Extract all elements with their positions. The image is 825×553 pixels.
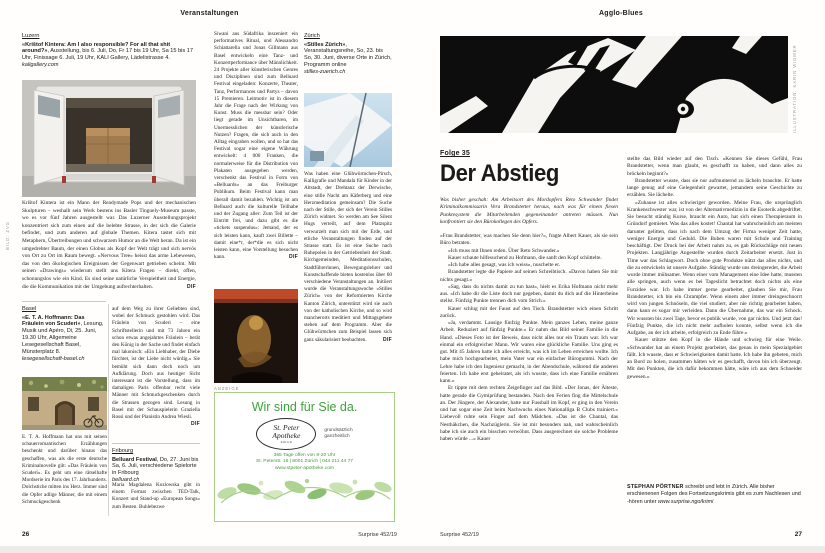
ad-contact-line: St. Peterstr. 16 | 8001 Zürich | 044 211 44 77 bbox=[255, 459, 354, 465]
event-title-meta bbox=[22, 42, 198, 63]
ad-botanical-illustration bbox=[215, 473, 392, 503]
ad-contact-line: www.stpeter-apotheke.com bbox=[275, 465, 334, 471]
body-text: Was haben eine Glühwürmchen-Pirsch, Kalligrafie und Mandala für Kinder in der Altstadt, der Drehtanz der Derwische, eine stille Nacht am Käferberg und eine Herzmeditation gemeinsam? Die Suche nach der Stille, der sich der Verein Stilles Zürich widmet. So werden am See Silent Hugs verteilt, auf dem Platzspitz verwurzelt man sich mit der Erde, und etliche Veranstaltungen finden auf der Strasse statt. Es ist eine Suche nach Ruhepolen in der Getriebenheit der Stadt. Kirchgemeinden, Meditationsschulen, Stadtführerinnen, Bewegungslehrer und Kunstschaffende bieten kostenlos über 60 verschiedene Veranstaltungen an. Initiiert wurde die Veranstaltungswoche «Stilles Zürich» von der Reformierten Kirche Kanton Zürich, unterstützt wird sie auch von der katholischen Kirche, und so wird mancherorts meditiert und Mittagsgebete stehen auf dem Programm. Aber die Glühwürmchen zum Beispiel lassen sich ganz säkularisiert beobachten. bbox=[304, 171, 392, 343]
divider bbox=[22, 301, 106, 302]
basel-photo bbox=[22, 377, 107, 430]
event-fribourg-body-1 bbox=[112, 482, 200, 528]
story-title: Der Abstieg bbox=[440, 160, 560, 187]
event-city: Basel bbox=[22, 306, 37, 312]
story-paragraph: «Ich muss mit Ihnen reden. Über Reto Schwander.» bbox=[448, 247, 560, 254]
story-column-2 bbox=[627, 156, 802, 456]
story-kicker: Folge 35 bbox=[440, 150, 470, 157]
event-basel-body-1 bbox=[22, 434, 107, 516]
event-fribourg-head bbox=[112, 448, 200, 484]
page-number-right: 27 bbox=[794, 531, 802, 538]
logo-text: Apotheke bbox=[272, 431, 301, 440]
story-paragraph: Brandstetter legte die Papiere auf seinen Schreibtisch. «Davon haben Sie mir nichts gesagt.» bbox=[440, 269, 618, 283]
ad-contact-line: 365 Tage offen von 8-20 Uhr bbox=[273, 453, 336, 458]
story-paragraph: «Ich habe alles gesagt, was ich weiss», nuschelte er. bbox=[448, 262, 561, 268]
author-bio-text: schreibt und lebt in Zürich. Alle bisher erschienenen Folgen des Fortsetzungskrimis gibt es zum Nachlesen und -hören unter bbox=[627, 484, 801, 505]
event-luzern-body bbox=[22, 200, 196, 306]
event-url: belluard.ch bbox=[112, 477, 140, 484]
issue-left: Surprise 452/19 bbox=[358, 532, 397, 538]
story-paragraph: «Zuhause ist alles schwieriger geworden. Meine Frau, die ursprünglich Krankenschwester war, ist von der Alternativmedizin in die Esoterik abgedriftet. Sie besucht ständig Kurse, braucht ein Auto, hat sich einen Therapieraum in Gründorf gemietet. Was das alles kostet! Chantal hat wahrscheinlich am meisten darunter gelitten, dass ich nach dem Umzug der Firma weniger Zeit hatte, weniger Energie und Geduld. Die Buben waren mit Schule und Training beschäftigt. Der Druck bei der Arbeit nahm zu, es gab Rückschläge mit neuen Projekten. Langjährige Angestellte wurden durch Zeitarbeiter ersetzt. Just in Time war das Schlagwort. Doch ohne gute Produkte nützt das alles nichts, und die zu entwickeln ist unsere Aufgabe. Ständig wurde uns dreingeredet, die Arbeit wurde immer mühsamer. Wenn einer vom Management eine Idee hatte, mussten alle springen, auch wenn es bei Tageslicht betrachtet doch nichts als eine Furzidee war. Ich habe immer gerne gearbeitet, glauben Sie mir, Frau Brandstetter, ich bin ein Chrampfer. Wenn einem aber immer dreingeschnorrt wird von jungen Schnöseln, die viel studiert, aber nie richtig gearbeitet haben, dann kann es sogar mir verleiden. Dann die Übernahme, das war ein Schock. Wir wussten bis zwei Tage, bevor es publik wurde, von gar nichts. Und jetzt das! Fünfzig Punkte, die ich nicht mehr aufholen konnte, selbst wenn ich die Aufgabe, an der ich arbeite, erfolgreich zu Ende führe.» bbox=[627, 199, 802, 336]
body-text: Krištof Kintera ist ein Mann der Readymade Pops und der mechanischen Skulpturen – weshalb sein Werk bestens ins Basler Tinguely-Museum passte, wo es vor fünf Jahren ausgestellt war. Das Luzerner Ausstellungsprojekt konzentriert sich zum einen auf die belebte Strasse, in der sich die Galerie befindet, und zum anderen auf globale Themen. Kitera tastet sich mit Metaphern, Übertreibungen und schwarzem Humor an die Welt heran. Da ist ein umgedrehter Baum, der einen Globus als Kopf der Welt trägt und sich nervös von Ort zu Ort im Raum bewegt. «Nervous Tree» heisst das arme Lebewesen, das von den ökologischen Ereignissen der Gegenwart getrieben scheint. Mit seinen «Drawings» wiederum stellt uns Kitera Fragen – direkt, offen, schonungslos wie ein Kind. Es sind seine natürliche Verspieltheit und Energie, die die Kommunikation mit der Umgebung aufrechterhalten. bbox=[22, 200, 196, 290]
ad-tagline-line: grundsätzlich bbox=[324, 428, 353, 433]
van-photo bbox=[22, 80, 196, 197]
ad-label: ANZEIGE bbox=[214, 386, 240, 391]
story-paragraph: Kauer stützte den Kopf in die Hände und schwieg für eine Weile. «Schwander hat an einem Projekt gearbeitet, das genau in mein Spezialgebiet fällt. Ich wusste, dass er Schwierigkeiten damit hatte. Ich habe ihn gebeten, mich an Bord zu holen, zusammen hätten wir es geschafft, davon bin ich überzeugt. Mit den Punkten, die ich dafür bekommen hätte, wäre ich aus dem Schneider gewesen.» bbox=[627, 337, 802, 380]
logo-text: Zürich bbox=[280, 440, 293, 444]
event-url: lesegesellschaft-basel.ch bbox=[22, 355, 85, 362]
body-text: E. T. A. Hoffmann hat uns mit seinen schauerromantischen Erzählungen beschenkt und darüber hinaus das geschaffen, was als die erste deutsche Kriminalnovelle gilt: «Das Fräulein von Scuderi». Es geht um eine rätselhafte Mordserie im Paris des 17. Jahrhunderts. Dolchstiche mitten ins Herz. Immer sind die Opfer adlige Männer, die mit einem Schmuckgeschenk bbox=[22, 434, 107, 505]
event-url: kaligallery.com bbox=[22, 62, 59, 69]
van-photo-image bbox=[22, 80, 196, 197]
ad-contact bbox=[215, 453, 394, 472]
event-title: Belluard Festival bbox=[112, 456, 157, 463]
event-title: «E. T. A. Hoffmann: Das Fräulein von Scuderi» bbox=[22, 314, 85, 328]
logo-text: St. Peter bbox=[273, 423, 300, 432]
story-column-1 bbox=[440, 197, 618, 527]
scan-edge bbox=[0, 546, 825, 553]
author-name: STEPHAN PÖRTNER bbox=[627, 484, 684, 490]
column-rule bbox=[108, 304, 109, 516]
illustration-credit: ILLUSTRATION: KARIN WIDMER bbox=[792, 44, 797, 133]
ad-headline: Wir sind für Sie da. bbox=[251, 400, 358, 414]
story-illustration-image bbox=[440, 36, 788, 133]
event-basel-body-2 bbox=[112, 306, 200, 438]
event-city: Luzern bbox=[22, 33, 40, 39]
apotheke-ad bbox=[214, 392, 395, 522]
event-title-meta bbox=[112, 457, 200, 478]
event-fribourg-body-2 bbox=[214, 31, 298, 285]
issue-right: Surprise 452/19 bbox=[440, 532, 479, 538]
body-text: auf dem Weg zu ihrer Geliebten sind, wobei der Schmuck gestohlen wird. Das Fräulein von Scuderi – eine Schriftstellerin und mit 73 Jahren ein schon etwas angejahrtes Fräulein – berät den König in der Sache und findet einfach mal lakonisch: «Ein Liebhaber, der Diebe fürchtet, ist der Liebe nicht würdig.» Sie bemüht sich dann doch noch um Aufklärung. Doch aus heutiger Sicht interessant ist die Vorstellung, dass im damaligen Paris offenbar recht viele Männer mit Schmuckgeschenken durch die Strassen gezogen sind. Lesung in Basel mit der Schauspielerin Graziella Rossi und der Pianistin Andrea Wiesli. bbox=[112, 306, 200, 421]
author-sig: DIF bbox=[187, 283, 196, 290]
divider bbox=[112, 443, 200, 444]
story-paragraph: «Ja, verdammt. Lausige fünfzig Punkte. Mein ganzes Leben, meine ganze Arbeit. Reduziert auf fünfzig Punkte.» Er nahm das Bild seiner Familie in die Hand. «Dieses Foto ist der Beweis, dass nicht alles nur ein Traum war. Ich war einmal ein erfolgreicher Mann. Wir waren eine glückliche Familie. Uns ging es gut. Mit 45 Jahren hatte ich alles erreicht, was ich im Leben erreichen wollte. Ich habe mich hochgearbeitet, mein Vater war ein einfacher Bürogummi. Nach der Lehre habe ich den Ingenieur gemacht, in der Abendschule, während die anderen feierten. Ich habe erst geheiratet, als ich wusste, dass ich eine Familie ernähren kann.» bbox=[440, 320, 618, 384]
author-sig: DIF bbox=[191, 421, 200, 428]
event-city: Fribourg bbox=[112, 448, 134, 454]
event-zurich-head bbox=[304, 33, 392, 76]
page-number-left: 26 bbox=[22, 531, 30, 538]
event-title-meta bbox=[22, 315, 107, 356]
event-meta: , Lesung, Musik und Apéro, Di, 25. Juni, 19.30 Uhr, Allgemeine Lesegesellschaft Basel, Münsterplatz 8. bbox=[22, 321, 104, 356]
photo-credit-left: BILD: ZVG bbox=[5, 221, 10, 250]
page-title-right: Agglo-Blues bbox=[599, 10, 643, 17]
zurich-photo bbox=[304, 93, 392, 167]
story-paragraph: Brandstetter wusste, dass sie nur aufmunternd zu lächeln brauchte. Er hatte lange genug auf eine Gelegenheit gewartet, jemandem seine Geschichte zu erzählen. Sie lächelte. bbox=[627, 177, 802, 199]
event-luzern-head bbox=[22, 33, 198, 69]
ad-tagline bbox=[324, 428, 352, 440]
story-paragraph: Er tippte mit dem rechten Zeigefinger auf das Bild. «Der Jonas, der Älteste, hatte gerade die Gymiprüfung bestanden. Nach den Ferien fing die Mittelschule an. Der Jüngere, der Alexander, hatte nur Fussball im Kopf, er ging in den Verein und hat sogar eine Zeit beim Nachwuchs eines Nationalliga B Clubs trainiert.» Liebevoll ruhte sein Finger auf dem Mädchen. «Das ist die Chantal, das Nesthäkchen, die Nachzüglerin. Sie ist mir besonders nah, und wahrscheinlich habe ich sie auch ein bisschen verwöhnt. Dass ausgerechnet sie solche Probleme haben würde ...» Kauer bbox=[440, 385, 618, 442]
story-illustration bbox=[440, 36, 788, 133]
story-paragraph: stellte das Bild wieder auf den Tisch. «Kennen Sie dieses Gefühl, Frau Brandstetter, wenn man glaubt, es geschafft zu haben, und dann alles zu bröckeln beginnt?» bbox=[627, 156, 802, 177]
ad-tagline-line: ganzheitlich bbox=[324, 434, 350, 439]
event-zurich-body bbox=[304, 171, 392, 383]
event-meta: , Veranstaltungsreihe, So, 23. bis So, 30. Juni, diverse Orte in Zürich, Programm online bbox=[304, 41, 392, 69]
event-basel-head bbox=[22, 306, 107, 363]
body-text: Maria Magdalena Kozlowska gibt in einem Format zwischen TED-Talk, Konzert und Stand-up «European Songs» zum Besten. Buhlebezwe bbox=[112, 482, 200, 510]
body-text: Siwani aus Südafrika inszeniert ein performatives Ritual, und Alessandro Schiattarella und Jonas Gillmann aus Basel entwickeln eine Tanz- und Konzertperformance über Männlichkeit. 24 Projekte aller künstlerischen Genres und Disziplinen sind zum Belluard Festival eingeladen: Konzerte, Theater, Tanz, Performances und Partys – davon 15 Premieren. Leitmotiv ist in diesem Jahr die Frage nach der Wirkung von Kunst. Muss die messbar sein? Oder liegt gerade im Unsichtbaren, im Unermesslichen der künstlerische Nutzen? Fragen, die sich auch in den Alltag eingraben wollen, und so hat das Festival sogar eine eigene Währung entwickelt: 4 000 Franken, die normalerweise für die Distribution von Plakaten ausgegeben werden, verschenkt das Festival in Form von «Belluards» an das Freiburger Publikum. Beim Festival kann man überall damit bezahlen. Wichtig ist am Belluard auch die kulturelle Teilhabe und der Zugang aller: Zum Teil ist der Eintritt frei, und dazu gibt es die «tickets suspendus»: Jemand, der es sich leisten kann, kauft zwei Billette – damit eine*r, der*die es sich nicht leisten kann, eine Vorstellung besuchen kann. bbox=[214, 31, 298, 261]
author-sig: DIF bbox=[383, 336, 392, 343]
belluard-artwork-image bbox=[214, 289, 298, 383]
author-bio-url: www.surprise.ngo/krimi bbox=[657, 498, 714, 505]
author-sig: DIF bbox=[289, 254, 298, 261]
apotheke-logo bbox=[256, 418, 316, 450]
story-paragraph: «Sag, dass du nichts damit zu tun hast», hielt es Erika Hofmann nicht mehr aus. «Ich habe dir die Liste doch nur gegeben, damit du dich auf die Hinterbeine stellst. Fünfzig Punkte trennen dich vom Strich.» bbox=[440, 283, 618, 305]
zurich-photo-image bbox=[304, 93, 392, 167]
author-bio bbox=[627, 484, 802, 506]
belluard-artwork-photo bbox=[214, 289, 298, 383]
page-title-left: Veranstaltungen bbox=[180, 10, 239, 17]
event-city: Zürich bbox=[304, 33, 320, 39]
event-title-meta bbox=[304, 42, 392, 70]
event-url: stilles-zuerich.ch bbox=[304, 69, 346, 76]
story-paragraph: Kauer schlug mit der Faust auf den Tisch. Brandstetter wich einen Schritt zurück. bbox=[440, 305, 618, 319]
story-paragraph: Kauer schaute hilfesuchend zu Hofmann, die sanft den Kopf schüttelte. bbox=[448, 254, 602, 261]
event-meta: , Do, 27. Juni bis Sa, 6. Juli, verschiedene Spielorte in Fribourg bbox=[112, 456, 199, 477]
story-intro: Was bisher geschah: Am Arbeitsort des Mordopfers Reto Schwander findet Kriminalkommissarin Vera Brandstetter heraus, nach was für einem fiesen Punktesystem die Mitarbeitenden gegeneinander antreten müssen. Nun konfrontiert sie den Bürokollegen des Opfers. bbox=[440, 197, 618, 225]
basel-photo-image bbox=[22, 377, 107, 430]
event-title: «Krištof Kintera: Am I also responsible? For all that shit around?» bbox=[22, 41, 171, 55]
event-title: «Stilles Zürich» bbox=[304, 41, 346, 48]
story-paragraph: «Frau Brandstetter, was machen Sie denn hier?», fragte Albert Kauer, als sie sein Büro betraten. bbox=[440, 233, 618, 247]
event-meta: , Ausstellung, bis 6. Juli, Do, Fr 17 bis 19 Uhr, Sa 15 bis 17 Uhr, Finissage 6. Juli, 19 Uhr, KALI Gallery, Lädelistrasse 4. bbox=[22, 48, 193, 62]
